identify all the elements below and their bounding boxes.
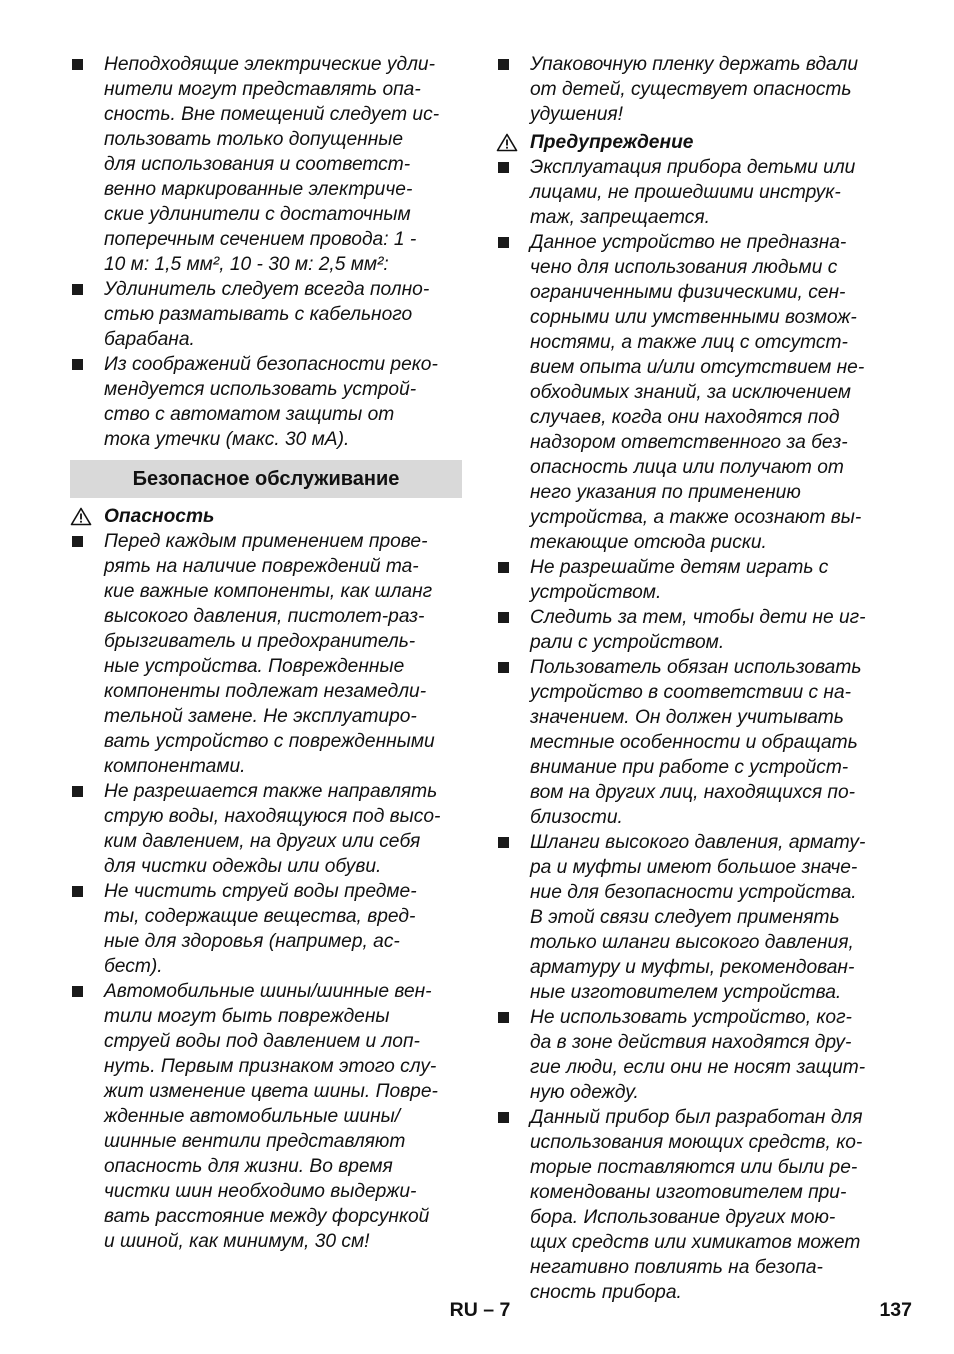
square-bullet-icon: [498, 837, 509, 848]
footer-section-ref: RU – 7: [449, 1299, 511, 1321]
list-item-text: Данный прибор был разработан для использования моющих средств, ко- торые поставляются или были ре- комендованы изготовителем при- бора. Использование других мою- щих средств или химикатов может негативно повлиять на безопа- сность прибора.: [530, 1107, 863, 1303]
list-item: [496, 655, 888, 830]
list-item: [70, 352, 462, 452]
list-item-text: Не разрешайте детям играть с устройством.: [530, 557, 829, 603]
square-bullet-icon: [498, 237, 509, 248]
list-item-text: Упаковочную пленку держать вдали от детей, существует опасность удушения!: [530, 54, 859, 125]
square-bullet-icon: [72, 59, 83, 70]
square-bullet-icon: [72, 284, 83, 295]
list-item: [496, 830, 888, 1005]
right-bullet-list: [496, 52, 888, 127]
list-item-text: Удлинитель следует всегда полно- стью разматывать с кабельного барабана.: [104, 279, 430, 350]
danger-bullet-list: [70, 529, 462, 1254]
list-item: [496, 230, 888, 555]
list-item-text: Не использовать устройство, ког- да в зоне действия находятся дру- гие люди, если они не носят защит- ную одежду.: [530, 1007, 866, 1103]
square-bullet-icon: [498, 562, 509, 573]
square-bullet-icon: [498, 662, 509, 673]
list-item-text: Следить за тем, чтобы дети не иг- рали с устройством.: [530, 607, 866, 653]
left-bullet-list: [70, 52, 462, 452]
square-bullet-icon: [498, 1012, 509, 1023]
square-bullet-icon: [498, 59, 509, 70]
square-bullet-icon: [72, 786, 83, 797]
left-column: [70, 52, 462, 1254]
list-item-text: Не чистить струей воды предме- ты, содержащие вещества, вред- ные для здоровья (например, ас- бест).: [104, 881, 417, 977]
list-item-text: Неподходящие электрические удли- нители могут представлять опа- сность. Вне помещений следует ис- пользовать только допущенные для использования и соответст- венно маркированные электриче- ские удлинители с достаточным поперечным сечением провода: 1 - 10 м: 1,5 мм², 10 - 30 м: 2,5 мм²:: [104, 54, 440, 275]
warning-triangle-icon: [496, 133, 518, 152]
list-item-text: Эксплуатация прибора детьми или лицами, не прошедшими инструк- таж, запрещается.: [530, 157, 856, 228]
list-item: [70, 879, 462, 979]
list-item-text: Шланги высокого давления, армату- ра и муфты имеют большое значе- ние для безопасности устройства. В этой связи следует применять только шланги высокого давления, арматуру и муфты, рекомендован- ные изготовителем устройства.: [530, 832, 866, 1003]
section-heading-safe-maintenance: [70, 460, 462, 498]
warning-label: Предупреждение: [530, 132, 694, 153]
danger-label: Опасность: [104, 506, 215, 527]
list-item: [496, 52, 888, 127]
square-bullet-icon: [72, 986, 83, 997]
square-bullet-icon: [72, 359, 83, 370]
list-item-text: Пользователь обязан использовать устройство в соответствии с на- значением. Он должен учитывать местные особенности и обращать внимание при работе с устройст- вом на других лиц, находящихся по- близости.: [530, 657, 862, 828]
warning-heading: [496, 130, 888, 155]
right-column: [496, 52, 888, 1305]
list-item: [70, 979, 462, 1254]
list-item-text: Перед каждым применением прове- рять на наличие повреждений та- кие важные компоненты, как шланг высокого давления, пистолет-раз- брызгиватель и предохранитель- ные устройства. Поврежденные компоненты подлежат незамедли- тельной замене. Не эксплуатиро- вать устройство с поврежденными компонентами.: [104, 531, 435, 777]
section-title: Безопасное обслуживание: [132, 468, 400, 490]
list-item-text: Из соображений безопасности реко- мендуется использовать устрой- ство с автоматом защиты от тока утечки (макс. 30 мА).: [104, 354, 438, 450]
square-bullet-icon: [72, 886, 83, 897]
list-item-text: Данное устройство не предназна- чено для использования людьми с ограниченными физическими, сен- сорными или умственными возмож- ностями, а также лиц с отсутст- вием опыта и/или отсутствием не- обходимых знаний, за исключением случаев, когда они находятся под надзором ответственного за без- опасность лица или получают от него указания по применению устройства, а также осознают вы- текающие отсюда риски.: [530, 232, 865, 553]
square-bullet-icon: [498, 162, 509, 173]
list-item: [70, 779, 462, 879]
list-item: [70, 277, 462, 352]
list-item-text: Автомобильные шины/шинные вен- тили могут быть повреждены струей воды под давлением и лоп- нуть. Первым признаком этого слу- жит изменение цвета шины. Повре- жденные автомобильные шины/ шинные вентили представляют опасность для жизни. Во время чистки шин необходимо выдержи- вать расстояние между форсункой и шиной, как минимум, 30 см!: [104, 981, 438, 1252]
list-item: [496, 1005, 888, 1105]
square-bullet-icon: [498, 612, 509, 623]
list-item: [496, 555, 888, 605]
warning-bullet-list: [496, 155, 888, 1305]
list-item: [70, 529, 462, 779]
danger-heading: [70, 504, 462, 529]
warning-triangle-icon: [70, 507, 92, 526]
list-item: [70, 52, 462, 277]
list-item: [496, 605, 888, 655]
list-item: [496, 155, 888, 230]
list-item: [496, 1105, 888, 1305]
square-bullet-icon: [498, 1112, 509, 1123]
list-item-text: Не разрешается также направлять струю воды, находящуюся под высо- ким давлением, на других или себя для чистки одежды или обуви.: [104, 781, 441, 877]
footer-page-number: 137: [879, 1299, 912, 1321]
square-bullet-icon: [72, 536, 83, 547]
